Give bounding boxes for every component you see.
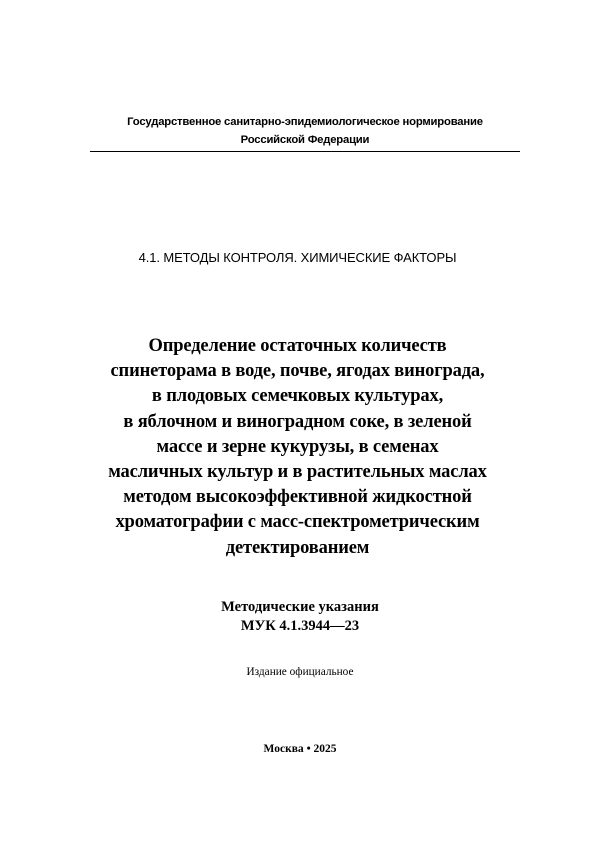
- title-line: спинеторама в воде, почве, ягодах винограда,: [110, 361, 485, 382]
- section-heading: 4.1. МЕТОДЫ КОНТРОЛЯ. ХИМИЧЕСКИЕ ФАКТОРЫ: [138, 250, 457, 265]
- title-line: детектированием: [225, 537, 370, 558]
- imprint-separator: •: [306, 743, 311, 755]
- title-line: в плодовых семечковых культурах,: [151, 386, 444, 407]
- imprint: [100, 742, 500, 756]
- header-divider: [90, 151, 520, 152]
- document-code: МУК 4.1.3944—23: [240, 618, 360, 634]
- title-line: массе и зерне кукурузы, в семенах: [156, 436, 439, 457]
- authority-line-1: Государственное санитарно-эпидемиологическое нормирование: [127, 116, 483, 128]
- title-line: хроматографии с масс-спектрометрическим: [115, 512, 480, 533]
- title-line: методом высокоэффективной жидкостной: [123, 487, 472, 508]
- document-title: [60, 334, 535, 561]
- document-type: Методические указания: [221, 599, 379, 615]
- title-line: в яблочном и виноградном соке, в зеленой: [123, 411, 472, 432]
- title-line: масличных культур и в растительных маслах: [108, 462, 487, 483]
- imprint-year: 2025: [313, 743, 337, 755]
- title-line: Определение остаточных количеств: [148, 336, 447, 356]
- authority-line-2: Российской Федерации: [240, 134, 370, 146]
- issuing-authority: [90, 113, 520, 149]
- edition-note: Издание официальное: [246, 666, 354, 678]
- imprint-city: Москва: [263, 743, 304, 755]
